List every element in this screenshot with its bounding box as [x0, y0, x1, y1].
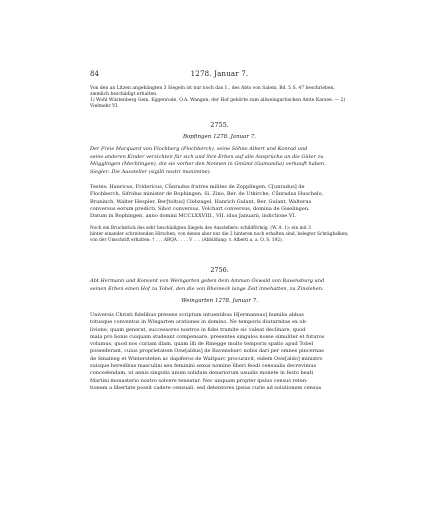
page-number: 84 — [90, 70, 99, 78]
body-line: Flochberch, Sifridus minister de Bophingen, Si. Zino, Ber. de Utkirche, Cůnradus Huschelo, — [90, 191, 324, 198]
regest-line: Abt Hermann und Konvent von Weingarten geben dem Amman Oswald von Ravensburg und — [90, 278, 325, 284]
note-line: von der Umschrift erhalten: † . . . ARQA . . . . V . . . (Abbildung: v. Alberti a. a. O. S. 192). — [90, 238, 284, 244]
page-header — [90, 70, 349, 82]
body-line: de Smalneg et Wintersteten ac dapiferos de Waltpurc procuravit, eidem Osw[aldo] ministro — [90, 355, 323, 362]
charter-text-2756 — [90, 312, 349, 392]
body-line: Universis Christi fidelibus presens scriptum intuentibus H[ermannus] humilis abbas — [90, 312, 304, 318]
body-line: suisque heredibus masculini seu feminini sexus nomine liberi feodi censualis decrevimus — [90, 363, 317, 370]
witness-list-2755 — [90, 184, 349, 220]
regest-2755 — [90, 146, 349, 176]
body-line: Testes: Hanricus, Fridericus, Cůnradus fratres milites de Zopplingen, C[unradus] de — [90, 184, 305, 190]
regest-2756 — [90, 278, 349, 293]
body-line: volumus, quod nos curiam illam, quam illi de Rinegge multo temporis spatio apud Tobel — [90, 341, 314, 348]
body-line: livione, quam generat, successores nostros in fidei tramite sic valeat declinare, quod — [90, 326, 306, 333]
body-line: Martini monasterio nostro solvere teneatur. Nec unquam propter ipsius census reten- — [90, 377, 308, 384]
note-line: hinter einander schreitenden Hirschen, von denen aber nur die 2 hinteren noch erhalten sind, belegter Schrägbalken; — [90, 232, 349, 238]
running-title: 1278. Januar 7. — [190, 70, 249, 78]
regest-line: seine anderen Kinder verzichten für sich und ihre Erben auf alle Ansprüche an die Güter zu — [90, 153, 324, 160]
document-number-2755: 2755. — [210, 121, 229, 129]
body-line: Datum in Bophingen, anno domini MCCLXXVIII., VII. idus Januarii, indictione VI. — [90, 213, 297, 220]
regest-line: seinen Erben einen Hof zu Tobel, den die von Rheineck lange Zeit innehatten, zu Zinslehen. — [90, 285, 324, 292]
body-line: tionem a libertate possit cadere censuali, sed detentores ipsius curie ad solutionem census — [90, 384, 322, 391]
footnote-references: 1) Wohl Wüstenberg Gem. Eggenrode, O.A. Wangen; der Hof gehörte zum allweingartischen Amte Karsee. — 2) Vielmehr VI. — [90, 98, 346, 109]
footnote-seal: Von den an Litzen angehängten 3 Siegeln ist nur noch das 1., des Abts von Salem, Bd. 5 S. 47 beschrieben, ziemlich beschädigt erhalten. — [90, 86, 335, 97]
body-line: Bruninch, Walter Hespler, Ber[toltus] Clebzagel, Hanrich Gulant, Ber. Gulant, Walterus — [90, 198, 312, 205]
place-date-2756: Weingarten 1278. Januar 7. — [181, 298, 258, 304]
body-line: possederant, cuius proprietatem Osw[aldus] de Ravensburc nobis dari per omnes pincernas — [90, 348, 324, 355]
note-line: Noch ein Bruchstück des sehr beschädigten Siegels des Ausstellers: schildförmig. (W. A. 1); ein mit 3 — [90, 226, 311, 231]
body-line: conversus eorum predicti, Sibot conversus, Volchart conversus, domina de Giselingen. — [90, 205, 310, 212]
place-date-2755: Bopfingen 1278. Januar 7. — [182, 134, 257, 140]
seal-note-2755 — [90, 226, 349, 245]
body-line: totusque conventus in Wingarten orationes in domino. Ne temporis diuturnitas ex ob- — [90, 319, 308, 326]
document-number-2756: 2756. — [210, 266, 229, 274]
regest-line: Mögglingen (Mechlingen), die sie vorher den Nonnen in Gmünd (Gamundia) verkauft haben. — [90, 161, 326, 167]
body-line: concedendam, ut annis singulis unum solidum denariorum usualis monete in festo beati — [90, 370, 314, 377]
body-line: mala pro bonis cuiquam studeant compensare, presentes singulos nosse simuliter et futuros — [90, 333, 325, 340]
regest-line: Siegler: Die Aussteller (sigilli nostri munimine). — [90, 168, 212, 175]
regest-line: Der Freie Marquard von Flochberg (Flochberch), seine Söhne Albert und Konrad und — [90, 146, 308, 152]
